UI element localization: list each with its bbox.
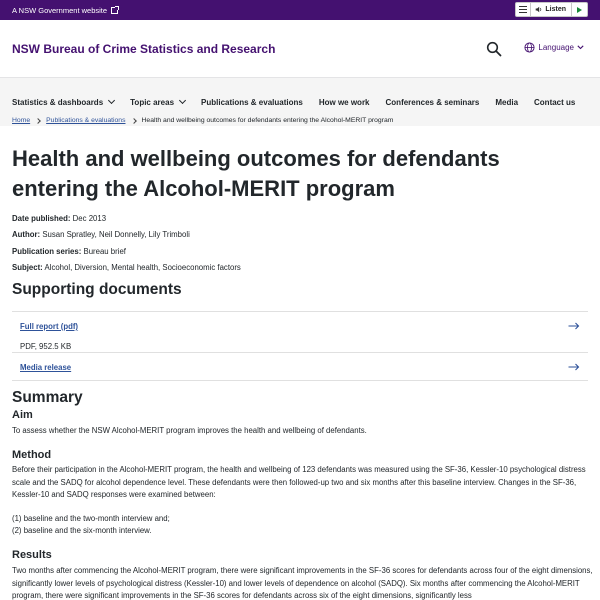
chevron-down-icon (577, 45, 584, 50)
media-release-link[interactable]: Media release (20, 363, 72, 372)
nav-item-topic-areas[interactable] (130, 98, 185, 107)
summary-heading: Summary (12, 389, 83, 406)
meta-value: Dec 2013 (72, 214, 107, 223)
full-report-link[interactable]: Full report (pdf) (20, 322, 79, 331)
government-banner-text: A NSW Government website (12, 5, 108, 15)
meta-value: Bureau brief (83, 246, 126, 256)
document-item[interactable] (12, 353, 588, 381)
aim-text: To assess whether the NSW Alcohol-MERIT program improves the health and wellbeing of defendants. (12, 426, 367, 435)
supporting-documents-heading: Supporting documents (12, 281, 182, 298)
results-text: Two months after commencing the Alcohol-MERIT program, there were significant improvements in the SF-36 scores for defendants across four of the eight dimensions, significantly lower levels of psychological distress (Kessler-10) and lower levels of dependence on alcohol (SADQ). Six months after commencing the Alcohol-MERIT program, there were significant improvements in the SF-36 scores for defendants across six of the eight dimensions, significantly less (12, 566, 593, 600)
nav-item-label: Contact us (534, 97, 576, 107)
language-label: Language (538, 43, 574, 52)
meta-label: Publication series: (12, 246, 82, 256)
results-heading: Results (12, 549, 52, 561)
language-selector[interactable] (524, 42, 584, 53)
globe-icon (524, 42, 535, 53)
meta-date (12, 211, 241, 227)
meta-subject (12, 260, 241, 276)
nav-item-how-we-work[interactable] (319, 98, 370, 107)
nav-item-conferences[interactable] (386, 98, 480, 107)
breadcrumb-publications[interactable]: Publications & evaluations (46, 117, 126, 124)
method-heading: Method (12, 449, 52, 461)
nav-item-publications[interactable] (201, 98, 303, 107)
nav-item-label: Statistics & dashboards (12, 97, 104, 107)
nav-item-label: Conferences & seminars (385, 97, 480, 107)
nav-item-label: Topic areas (130, 97, 175, 107)
nav-item-label: Publications & evaluations (201, 97, 303, 107)
supporting-documents-list (12, 311, 588, 381)
breadcrumb (12, 117, 393, 124)
listen-menu-icon[interactable] (516, 3, 531, 16)
government-banner (0, 0, 600, 20)
meta-author (12, 227, 241, 243)
arrow-right-icon[interactable] (568, 363, 580, 371)
site-title[interactable]: NSW Bureau of Crime Statistics and Research (12, 41, 276, 56)
chevron-right-icon (35, 118, 41, 124)
listen-button[interactable] (531, 3, 572, 16)
method-text: Before their participation in the Alcohol-MERIT program, the health and wellbeing of 123 defendants was measured using the SF-36, Kessler-10 psychological distress scale and the SADQ for alcohol dependence level. These defendants were then followed-up two and six months after this baseline interview. Changes in the SF-36, Kessler-10 and SADQ responses were examined between: (12, 465, 586, 499)
speaker-icon (535, 6, 542, 13)
nav-item-contact[interactable] (534, 98, 575, 107)
nav-item-statistics[interactable] (12, 98, 114, 107)
meta-label: Author: (12, 230, 41, 240)
chevron-down-icon (108, 97, 115, 104)
arrow-right-icon[interactable] (568, 322, 580, 330)
listen-widget[interactable] (515, 2, 588, 17)
method-item: (2) baseline and the six-month interview. (12, 526, 152, 535)
nav-item-label: Media (495, 97, 519, 107)
play-icon[interactable] (572, 3, 587, 16)
aim-heading: Aim (12, 409, 33, 421)
search-icon[interactable] (486, 41, 502, 57)
document-item[interactable] (12, 312, 588, 353)
meta-value: Susan Spratley, Neil Donnelly, Lily Trimboli (42, 230, 190, 240)
meta-label: Date published: (12, 214, 71, 223)
breadcrumb-home[interactable]: Home (12, 117, 31, 124)
nav-item-label: How we work (318, 97, 370, 107)
meta-series (12, 244, 241, 260)
meta-value: Alcohol, Diversion, Mental health, Socioeconomic factors (44, 262, 241, 272)
listen-label: Listen (545, 6, 566, 13)
method-item: (1) baseline and the two-month interview and; (12, 514, 170, 523)
meta-label: Subject: (12, 262, 43, 272)
breadcrumb-current: Health and wellbeing outcomes for defendants entering the Alcohol-MERIT program (141, 117, 394, 124)
publication-meta (12, 211, 241, 276)
page-title: Health and wellbeing outcomes for defendants entering the Alcohol-MERIT program (12, 146, 500, 201)
masthead (0, 20, 600, 78)
chevron-down-icon (179, 97, 186, 104)
nav-item-media[interactable] (495, 98, 518, 107)
external-link-icon[interactable] (111, 7, 118, 14)
document-file-info: PDF, 952.5 KB (20, 342, 72, 351)
chevron-right-icon (131, 118, 137, 124)
